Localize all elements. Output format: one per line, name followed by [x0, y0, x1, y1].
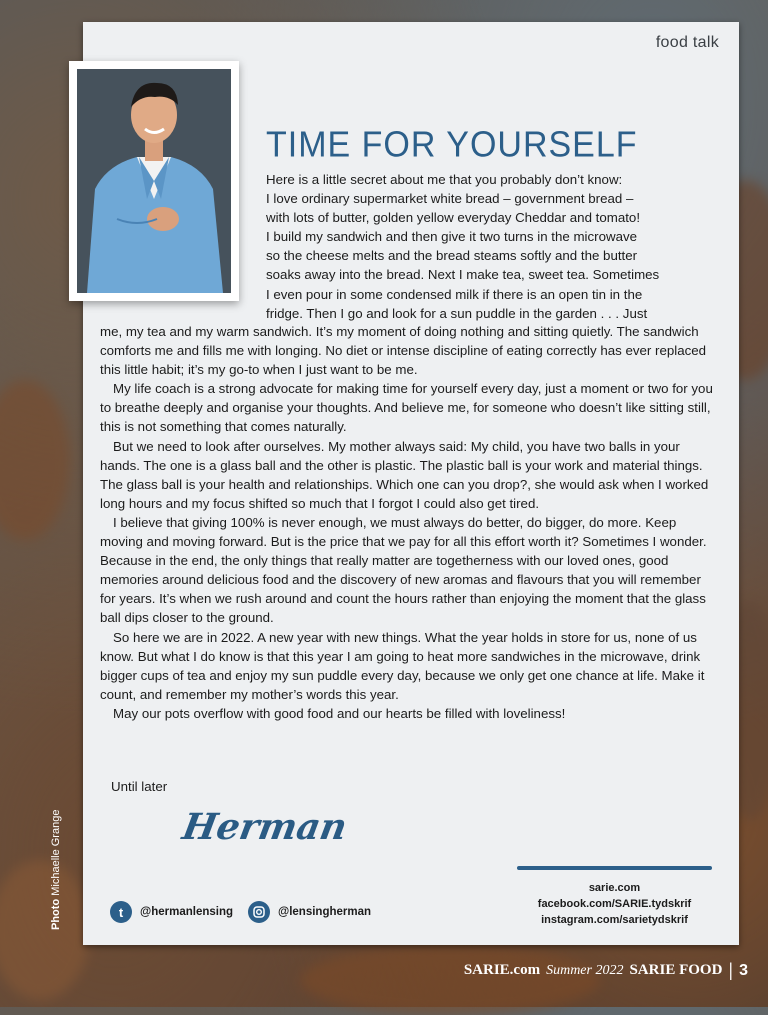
article-paragraph: I believe that giving 100% is never enough, we must always do better, do bigger, do more. Keep moving and moving forward. But is the price that we pay for all this effort worth it? Sometimes I wonder. Because in the end, the only things that really matter are togetherness with our loved ones, good memories around delicious food and the discovery of new aromas and flavours that you will remember for years. It’s when we rush around and count the hours rather than enjoying the moment that the glass ball dips closer to the ground. [100, 514, 707, 626]
portrait-illustration [77, 69, 231, 293]
instagram-url-link[interactable]: instagram.com/sarietydskrif [541, 914, 688, 926]
photo-credit [50, 810, 62, 930]
headline: TIME FOR YOURSELF [266, 125, 638, 165]
article-paragraph: So here we are in 2022. A new year with new things. What the year holds in store for us, none of us know. But what I do know is that this year I am going to heat more sandwiches in the microwave, drink bigger cups of tea and enjoy my sun puddle every day, because we only get one chance at life. Make it count, and remember my mother’s words this year. [100, 629, 705, 702]
twitter-icon: t [110, 901, 132, 923]
footer-site: SARIE.com [463, 962, 541, 978]
intro-line: I love ordinary supermarket white bread – government bread – [266, 191, 634, 207]
article-body [100, 322, 720, 723]
divider [517, 866, 712, 870]
photo-credit-label: Photo [50, 898, 62, 930]
intro-text [266, 170, 716, 323]
footer-season: Summer 2022 [546, 962, 624, 978]
article-paragraph: My life coach is a strong advocate for making time for yourself every day, just a moment or two for you to breathe deeply and organise your thoughts. And believe me, for someone who doesn’t like sitting still, this is not something that comes naturally. [100, 381, 713, 435]
twitter-link[interactable] [110, 901, 233, 923]
author-signature: Herman [179, 806, 351, 848]
article-paragraph: But we need to look after ourselves. My mother always said: My child, you have two balls in your hands. The one is a glass ball and the other is plastic. The plastic ball is your work and material things. The glass ball is your health and relationships. Which one can you drop?, she would ask when I worked long hours and my focus shifted so much that I forgot I could also get tired. [100, 438, 709, 511]
instagram-icon [248, 901, 270, 923]
article-paragraph: me, my tea and my warm sandwich. It’s my moment of doing nothing and sitting quietly. The sandwich comforts me and fills me with longing. No diet or intense discipline of eating correctly has ever replaced this little habit; it’s my go-to when I just want to be me. [100, 324, 707, 378]
contact-links [517, 880, 712, 928]
section-tag: food talk [655, 34, 719, 51]
footer-separator: | [728, 960, 734, 980]
page-footer [464, 960, 748, 981]
signoff: Until later [111, 779, 168, 794]
intro-line: fridge. Then I go and look for a sun puddle in the garden . . . Just [266, 305, 648, 321]
rust-texture [0, 860, 90, 1000]
footer-magazine: SARIE FOOD [629, 962, 723, 978]
intro-line: so the cheese melts and the bread steams softly and the butter [266, 248, 638, 264]
intro-line: Here is a little secret about me that you probably don’t know: [266, 172, 623, 187]
rust-texture [0, 380, 70, 540]
website-link[interactable]: sarie.com [588, 882, 641, 894]
intro-line: I build my sandwich and then give it two turns in the microwave [266, 229, 638, 245]
intro-line: with lots of butter, golden yellow everyday Cheddar and tomato! [266, 210, 641, 226]
photo-credit-name: Michaelle Grange [50, 809, 62, 896]
author-portrait [77, 69, 231, 293]
page-number: 3 [739, 961, 748, 979]
instagram-link[interactable] [248, 901, 371, 923]
instagram-handle[interactable]: @lensingherman [278, 906, 372, 918]
twitter-handle[interactable]: @hermanlensing [140, 906, 234, 918]
facebook-link[interactable]: facebook.com/SARIE.tydskrif [537, 898, 692, 910]
intro-line: soaks away into the bread. Next I make tea, sweet tea. Sometimes [266, 267, 660, 283]
intro-line: I even pour in some condensed milk if there is an open tin in the [266, 286, 643, 302]
author-photo [69, 61, 239, 301]
article-paragraph: May our pots overflow with good food and our hearts be filled with loveliness! [113, 705, 566, 721]
